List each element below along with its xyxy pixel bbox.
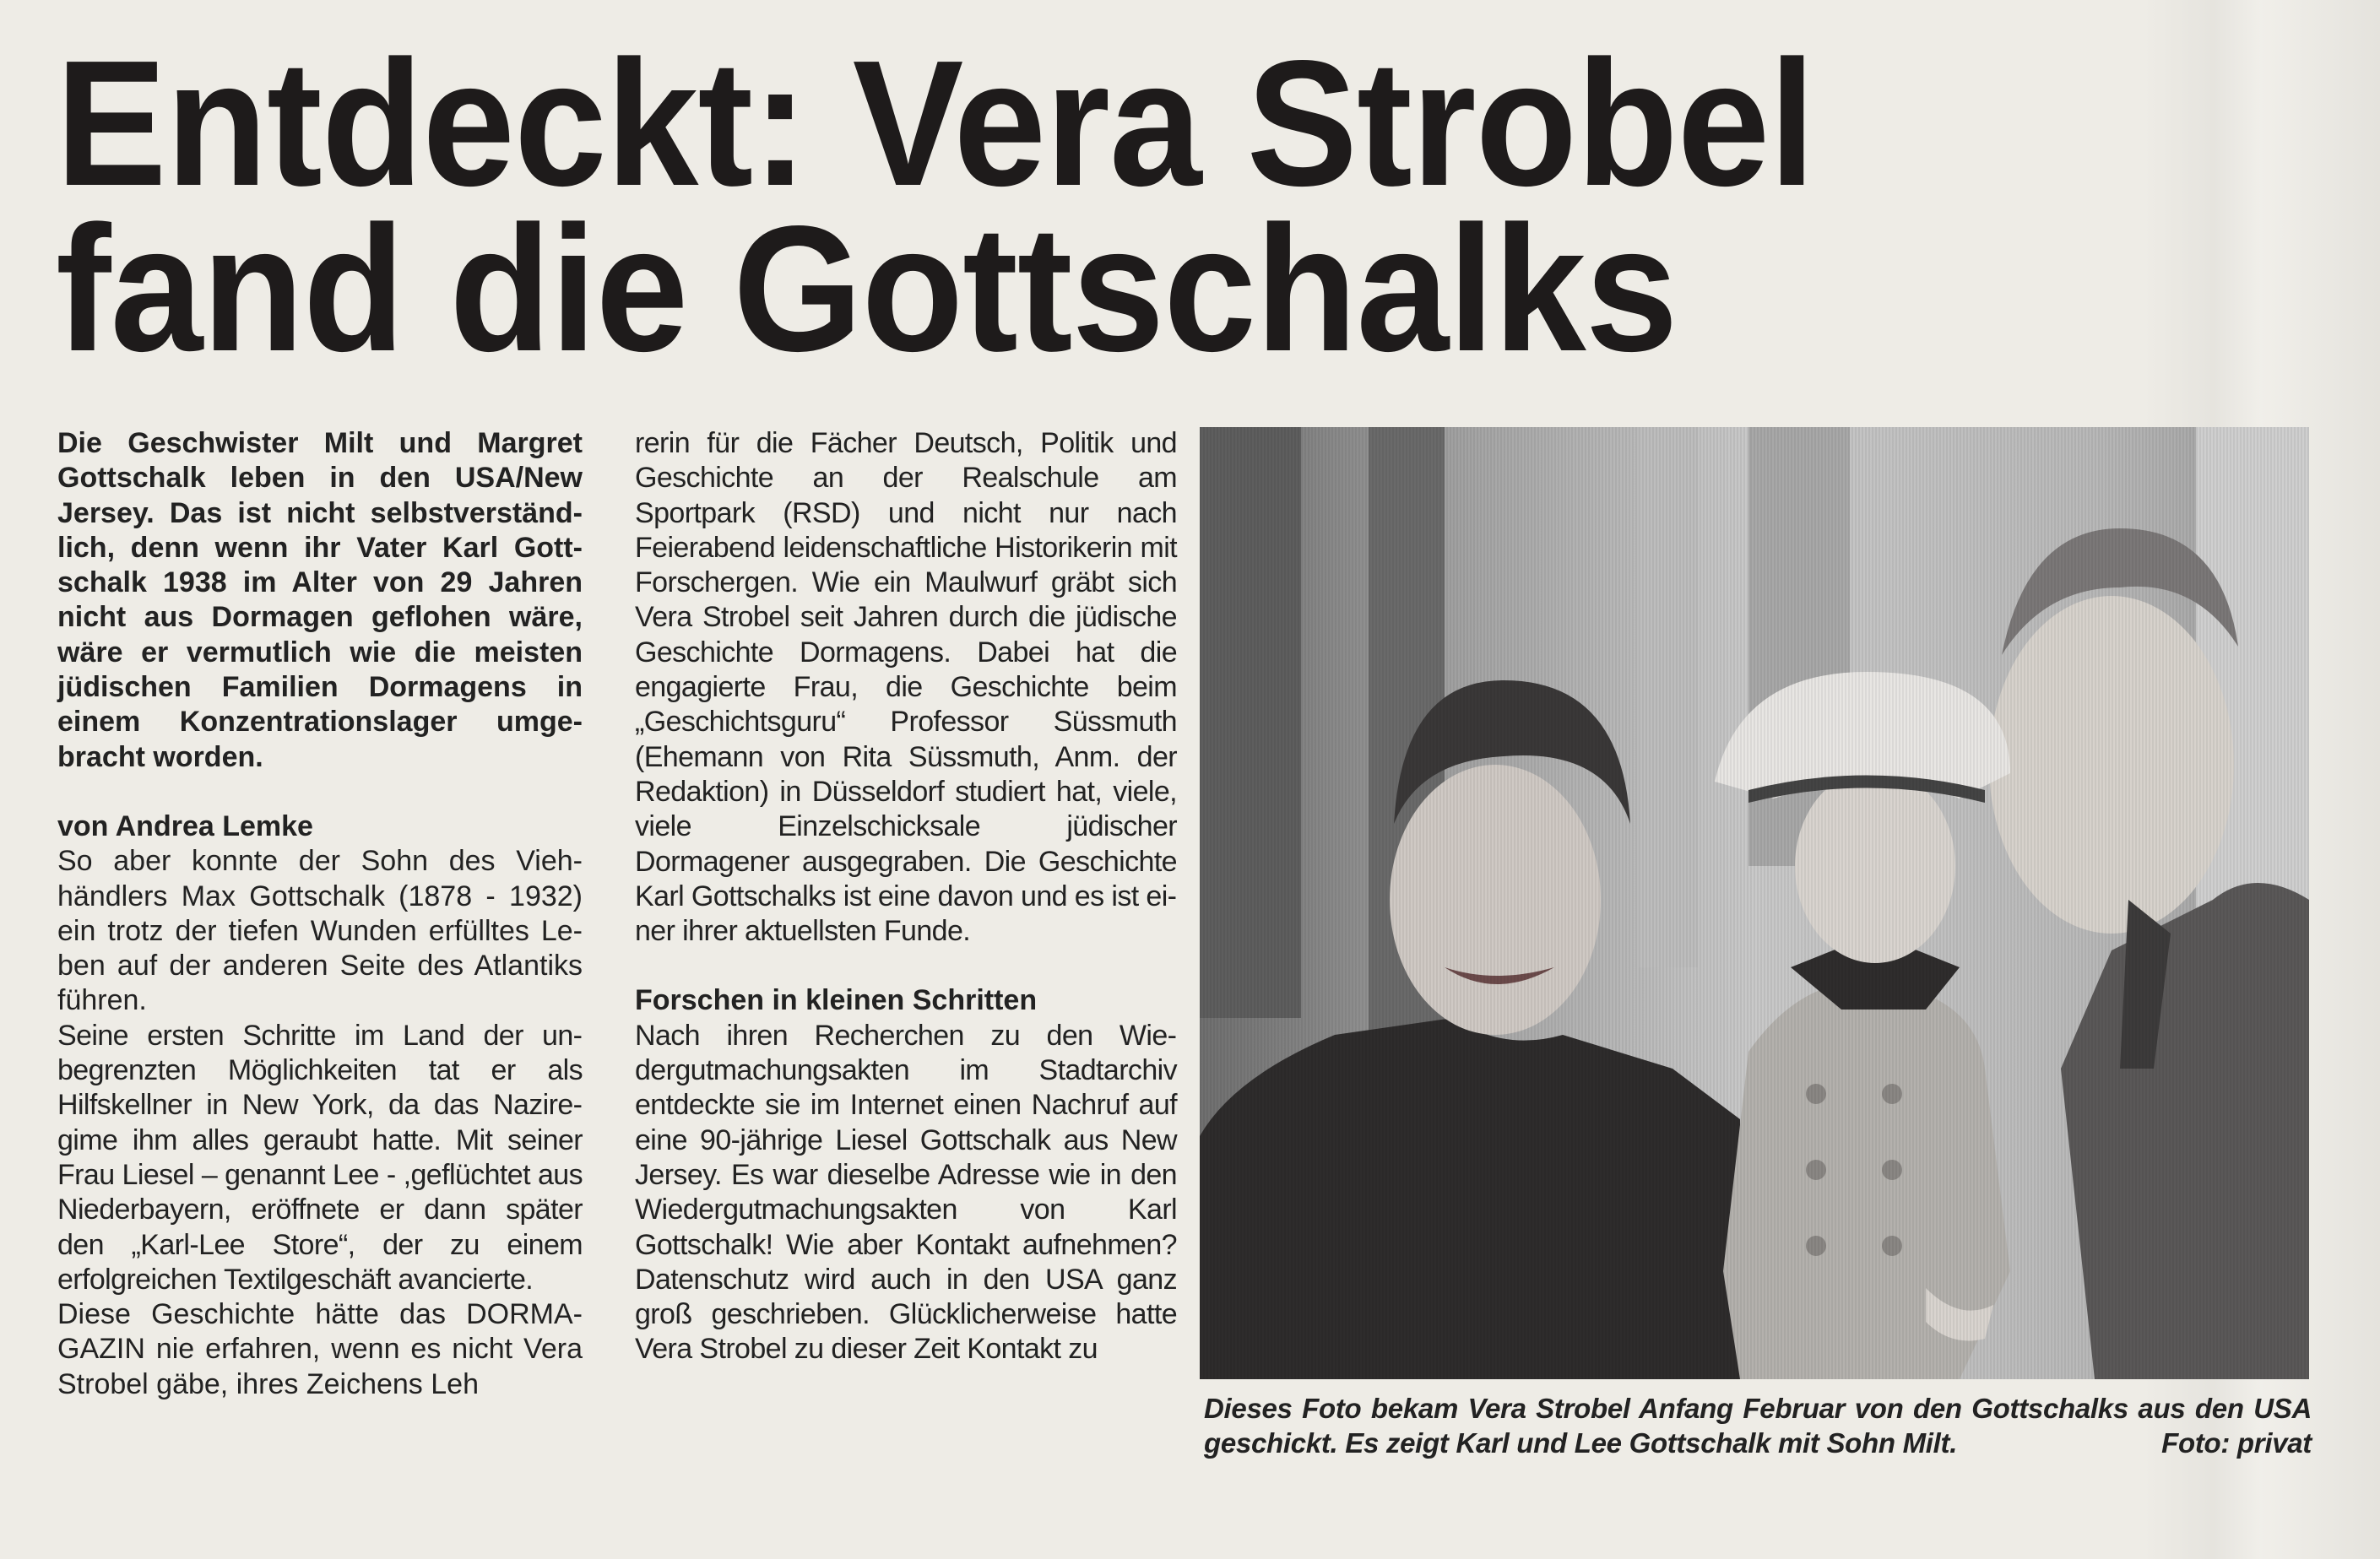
headline-line-2: fand die Gottschalks: [56, 188, 1678, 388]
body-paragraph: Nach ihren Recherchen zu den Wiedergutmachungsakten im Stadtarchiv entdeckte sie im Internet einen Nachruf auf eine 90-jährige Liesel Gottschalk aus New Jersey. Es war dieselbe Adresse wie in den Wiedergutmachungsakten von Karl Gottschalk! Wie aber Kontakt aufnehmen? Datenschutz wird auch in den USA ganz groß geschrieben. Glücklicherweise hatte Vera Strobel zu dieser Zeit Kontakt zu: [635, 1019, 1177, 1366]
body-paragraph: rerin für die Fächer Deutsch, Politik und Geschichte an der Realschule am Sportpark (RSD) und nicht nur nach Feierabend leidenschaftliche Historikerin mit Forschergen. Wie ein Maulwurf gräbt sich Vera Strobel seit Jahren durch die jüdische Geschichte Dormagens. Dabei hat die engagierte Frau, die Geschichte beim „Geschichtsguru“ Professor Süssmuth (Ehemann von Rita Süssmuth, Anm. der Redaktion) in Düsseldorf studiert hat, viele, viele Einzelschicksale jüdischer Dormagener ausgegraben. Die Geschichte Karl Gottschalks ist eine davon und es ist einer ihrer aktuellsten Funde.: [635, 427, 1177, 948]
caption-text: Dieses Foto bekam Vera Strobel Anfang Februar von den Gottschalks aus den USA geschickt. Es zeigt Karl und Lee Gottschalk mit Sohn Milt.: [1204, 1393, 2312, 1459]
photo-credit: Foto: privat: [2161, 1427, 2312, 1459]
headline: [56, 23, 1815, 388]
byline: von Andrea Lemke: [57, 809, 313, 842]
photo-caption: [1204, 1391, 2312, 1460]
headline-line-1: Entdeckt: Vera Strobel: [56, 23, 1815, 223]
column-2: [635, 426, 1177, 1367]
body-paragraph: Seine ersten Schritte im Land der unbegrenzten Möglichkeiten tat er als Hilfskellner in New York, da das Naziregime ihm alles geraubt hatte. Mit seiner Frau Liesel – genannt Lee - ,geflüchtet aus Niederbayern, eröffnete er dann später den „Karl-Lee Store“, der zu einem erfolgreichen Textilgeschäft avancierte.: [57, 1019, 583, 1296]
lead-paragraph: Die Geschwister Milt und Margret Gottschalk leben in den USA/New Jersey. Das ist nicht selbstverständlich, denn wenn ihr Vater Karl Gottschalk 1938 im Alter von 29 Jahren nicht aus Dormagen geflohen wäre, wäre er vermutlich wie die meisten jüdischen Familien Dormagens in einem Konzentrationslager umgebracht worden.: [57, 427, 583, 773]
family-photo: [1200, 427, 2309, 1379]
subheading: Forschen in kleinen Schritten: [635, 984, 1038, 1017]
column-1: [57, 426, 583, 1402]
family-photo-illustration: [1200, 427, 2309, 1379]
body-paragraph: Diese Geschichte hätte das DORMAGAZIN nie erfahren, wenn es nicht Vera Strobel gäbe, ihres Zeichens Leh: [57, 1298, 583, 1400]
body-paragraph: So aber konnte der Sohn des Viehhändlers Max Gottschalk (1878 - 1932) ein trotz der tiefen Wunden erfülltes Leben auf der anderen Seite des Atlantiks führen.: [57, 845, 583, 1017]
